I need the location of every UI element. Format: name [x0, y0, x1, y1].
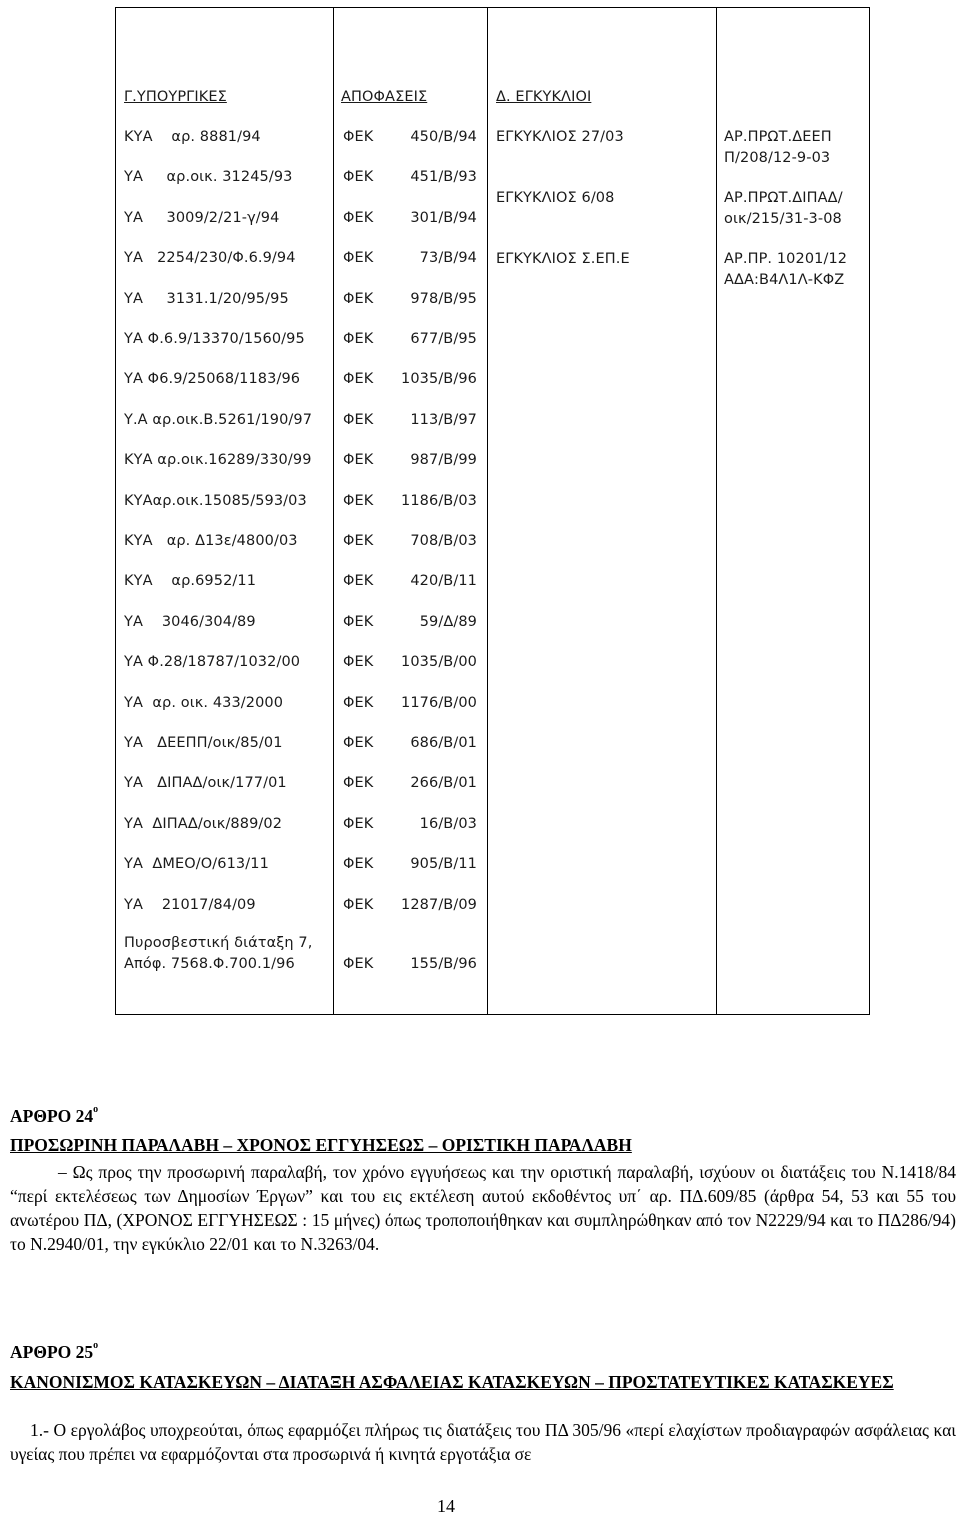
ministerial-decision: ΥΑ ΔΕΕΠΠ/οικ/85/01	[124, 735, 283, 751]
ministerial-decision: ΥΑ 3131.1/20/95/95	[124, 291, 289, 307]
fek-label: ΦΕΚ	[343, 856, 374, 872]
fek-label: ΦΕΚ	[343, 210, 374, 226]
fek-label: ΦΕΚ	[343, 493, 374, 509]
ministerial-decision: ΥΑ 3009/2/21-γ/94	[124, 210, 280, 226]
fek-number: 1186/Β/03	[401, 493, 477, 509]
ministerial-decision: ΥΑ αρ. οικ. 433/2000	[124, 695, 284, 711]
fek-label: ΦΕΚ	[343, 371, 374, 387]
fek-number: 1035/Β/96	[401, 371, 477, 387]
header-circulars: Δ. ΕΓΚΥΚΛΙΟΙ	[496, 89, 592, 105]
ministerial-decision: ΥΑ ΔΙΠΑΔ/οικ/177/01	[124, 775, 287, 791]
header-ministerial: Γ.ΥΠΟΥΡΓΙΚΕΣ	[124, 89, 227, 105]
fek-number: 16/Β/03	[419, 816, 477, 832]
ministerial-decision: ΥΑ 2254/230/Φ.6.9/94	[124, 250, 296, 266]
article-24-title: ΠΡΟΣΩΡΙΝΗ ΠΑΡΑΛΑΒΗ – ΧΡΟΝΟΣ ΕΓΓΥΗΣΕΩΣ – ΟΡΙΣΤΙΚΗ ΠΑΡΑΛΑΒΗ	[10, 1135, 632, 1155]
ministerial-decision: ΥΑ 21017/84/09	[124, 897, 256, 913]
fek-label: ΦΕΚ	[343, 250, 374, 266]
fek-label: ΦΕΚ	[343, 169, 374, 185]
fek-label: ΦΕΚ	[343, 452, 374, 468]
circular-name: ΕΓΚΥΚΛΙΟΣ Σ.ΕΠ.Ε	[496, 251, 630, 267]
fek-number: 113/Β/97	[410, 412, 477, 428]
column-divider	[333, 8, 334, 1014]
fek-label: ΦΕΚ	[343, 695, 374, 711]
fek-number: 451/Β/93	[410, 169, 477, 185]
fek-label: ΦΕΚ	[343, 614, 374, 630]
circular-ref: οικ/215/31-3-08	[724, 211, 842, 227]
ministerial-decision: ΥΑ Φ.6.9/13370/1560/95	[124, 331, 305, 347]
ministerial-decision: Υ.Α αρ.οικ.Β.5261/190/97	[124, 412, 313, 428]
column-divider	[487, 8, 488, 1014]
article-25-title: ΚΑΝΟΝΙΣΜΟΣ ΚΑΤΑΣΚΕΥΩΝ – ΔΙΑΤΑΞΗ ΑΣΦΑΛΕΙΑΣ ΚΑΤΑΣΚΕΥΩΝ – ΠΡΟΣΤΑΤΕΥΤΙΚΕΣ ΚΑΤΑΣΚΕΥΕΣ	[10, 1372, 894, 1392]
ministerial-decision: ΥΑ αρ.οικ. 31245/93	[124, 169, 293, 185]
fek-number: 708/Β/03	[410, 533, 477, 549]
fek-number: 677/Β/95	[410, 331, 477, 347]
circular-ref: ΑΡ.ΠΡΩΤ.ΔΕΕΠ	[724, 129, 832, 145]
article-24-body: – Ως προς την προσωρινή παραλαβή, τον χρόνο εγγυήσεως και την οριστική παραλαβή, ισχύουν οι διατάξεις του Ν.1418/84 “περί εκτελέσεως των Δημοσίων Έργων” και του εις εκτέλεση αυτού εκδοθέντος υπ΄ αρ. ΠΔ.609/85 (άρθρα 54, 53 και 55 του ανωτέρου ΠΔ, (ΧΡΟΝΟΣ ΕΓΓΥΗΣΕΩΣ : 15 μήνες) όπως τροποποιήθηκαν και συμπληρώθηκαν από τον Ν2229/94 και το ΠΔ286/94) το Ν.2940/01, την εγκύκλιο 22/01 και το Ν.3263/04.	[10, 1162, 956, 1254]
fire-provision-line2: Απόφ. 7568.Φ.700.1/96	[124, 956, 295, 972]
circular-name: ΕΓΚΥΚΛΙΟΣ 6/08	[496, 190, 615, 206]
ministerial-decision: ΥΑ Φ.28/18787/1032/00	[124, 654, 301, 670]
fek-number: 978/Β/95	[410, 291, 477, 307]
article-25-body: 1.- Ο εργολάβος υποχρεούται, όπως εφαρμόζει πλήρως τις διατάξεις του ΠΔ 305/96 «περί ελαχίστων προδιαγραφών ασφάλειας και υγείας που πρέπει να εφαρμόζονται στα προσωρινά ή κινητά εργοτάξια σε	[10, 1420, 956, 1464]
fek-number: 73/Β/94	[419, 250, 477, 266]
fek-label: ΦΕΚ	[343, 897, 374, 913]
article-25-heading: ΑΡΘΡΟ $25^o$	[10, 1340, 99, 1362]
circular-name: ΕΓΚΥΚΛΙΟΣ 27/03	[496, 129, 624, 145]
ministerial-decision: ΚΥΑ αρ. 8881/94	[124, 129, 261, 145]
ministerial-decision: ΥΑ 3046/304/89	[124, 614, 256, 630]
ministerial-decision: ΚΥΑ αρ.6952/11	[124, 573, 257, 589]
ministerial-decision: ΥΑ Φ6.9/25068/1183/96	[124, 371, 301, 387]
circular-ref: ΑΡ.ΠΡ. 10201/12	[724, 251, 848, 267]
fire-provision-line1: Πυροσβεστική διάταξη 7,	[124, 935, 313, 951]
fek-number: 420/Β/11	[410, 573, 477, 589]
fek-number: 266/Β/01	[410, 775, 477, 791]
fek-label: ΦΕΚ	[343, 412, 374, 428]
fek-label: ΦΕΚ	[343, 291, 374, 307]
fek-number: 686/Β/01	[410, 735, 477, 751]
fek-number: 155/Β/96	[410, 956, 477, 972]
article-24-heading: ΑΡΘΡΟ $24^o$	[10, 1104, 99, 1126]
column-divider	[716, 8, 717, 1014]
fek-label: ΦΕΚ	[343, 533, 374, 549]
circular-ref: Π/208/12-9-03	[724, 150, 831, 166]
fek-number: 905/Β/11	[410, 856, 477, 872]
ministerial-decision: ΚΥΑαρ.οικ.15085/593/03	[124, 493, 307, 509]
fek-number: 59/Δ/89	[419, 614, 477, 630]
ministerial-decision: ΥΑ ΔΜΕΟ/Ο/613/11	[124, 856, 269, 872]
fek-label: ΦΕΚ	[343, 775, 374, 791]
fek-label: ΦΕΚ	[343, 816, 374, 832]
fek-label: ΦΕΚ	[343, 735, 374, 751]
fek-label: ΦΕΚ	[343, 331, 374, 347]
fek-number: 1176/Β/00	[401, 695, 477, 711]
fek-number: 1035/Β/00	[401, 654, 477, 670]
fek-number: 987/Β/99	[410, 452, 477, 468]
ministerial-decision: ΚΥΑ αρ.οικ.16289/330/99	[124, 452, 312, 468]
fek-number: 1287/Β/09	[401, 897, 477, 913]
fek-number: 450/Β/94	[410, 129, 477, 145]
circular-ref: ΑΡ.ΠΡΩΤ.ΔΙΠΑΔ/	[724, 190, 843, 206]
fek-label: ΦΕΚ	[343, 654, 374, 670]
ministerial-decision: ΥΑ ΔΙΠΑΔ/οικ/889/02	[124, 816, 283, 832]
page-number: 14	[437, 1496, 455, 1516]
fek-label: ΦΕΚ	[343, 956, 374, 972]
fek-number: 301/Β/94	[410, 210, 477, 226]
ministerial-decision: ΚΥΑ αρ. Δ13ε/4800/03	[124, 533, 298, 549]
circular-ref: ΑΔΑ:Β4Λ1Λ-ΚΦΖ	[724, 272, 845, 288]
fek-label: ΦΕΚ	[343, 129, 374, 145]
header-decisions: ΑΠΟΦΑΣΕΙΣ	[341, 89, 428, 105]
fek-label: ΦΕΚ	[343, 573, 374, 589]
